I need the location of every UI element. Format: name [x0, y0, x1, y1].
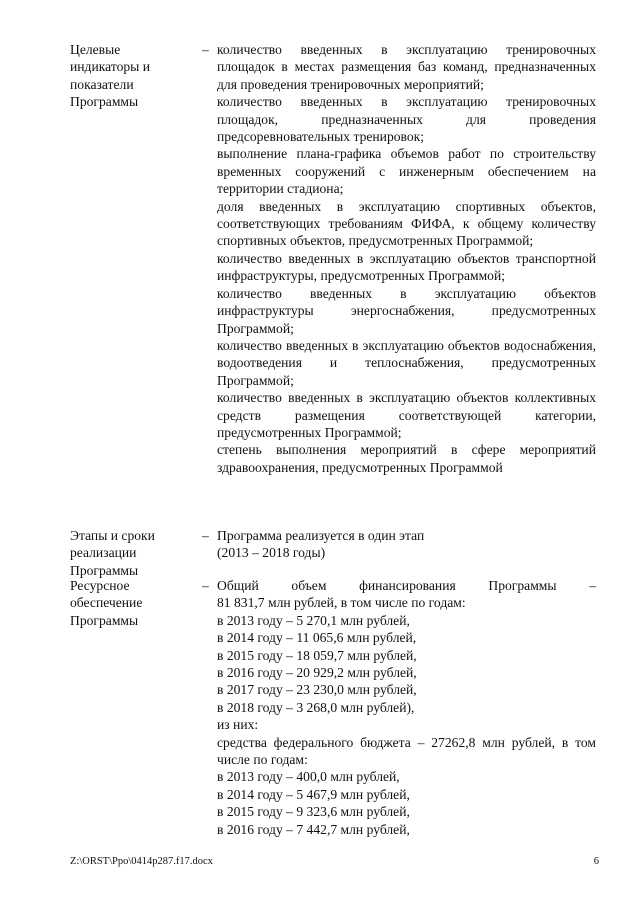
- indicator-item: количество введенных в эксплуатацию объектов коллективных средств размещения соответствующей категории, предусмотренных Программой;: [217, 390, 596, 440]
- year-amount: в 2018 году – 3 268,0 млн рублей),: [217, 699, 415, 715]
- stages-content: [217, 527, 596, 562]
- indicators-list: [217, 41, 596, 476]
- indicator-item: выполнение плана-графика объемов работ по строительству временных сооружений с инженерным обеспечением на территории стадиона;: [217, 146, 596, 197]
- federal-year-amount: в 2015 году – 9 323,6 млн рублей,: [217, 804, 410, 820]
- federal-year-amount: в 2014 году – 5 467,9 млн рублей,: [217, 786, 410, 802]
- indicator-item: количество введенных в эксплуатацию объектов транспортной инфраструктуры, предусмотренных Программой;: [217, 250, 596, 284]
- year-amount: в 2013 году – 5 270,1 млн рублей,: [217, 612, 410, 628]
- indicator-item: степень выполнения мероприятий в сфере мероприятий здравоохранения, предусмотренных Программой: [217, 442, 596, 475]
- indicator-item: количество введенных в эксплуатацию тренировочных площадок в местах размещения баз команд, предназначенных для проведения тренировочных мероприятий;: [217, 42, 596, 92]
- indicator-item: количество введенных в эксплуатацию объектов инфраструктуры энергоснабжения, предусмотренных Программой;: [217, 285, 596, 336]
- stages-line: (2013 – 2018 годы): [217, 545, 326, 561]
- year-amount: в 2015 году – 18 059,7 млн рублей,: [217, 647, 417, 663]
- year-amount: в 2014 году – 11 065,6 млн рублей,: [217, 630, 417, 646]
- of-them-label: из них:: [217, 717, 259, 733]
- year-amount: в 2016 году – 20 929,2 млн рублей,: [217, 665, 417, 681]
- total-financing-intro: Общий объем финансирования Программы –: [217, 578, 596, 593]
- total-financing-amount: 81 831,7 млн рублей, в том числе по годам:: [217, 595, 466, 611]
- indicators-dash: –: [202, 42, 209, 57]
- stages-label: Этапы и сроки реализации Программы: [70, 528, 155, 578]
- resources-label: Ресурсное обеспечение Программы: [70, 578, 143, 628]
- indicators-label: Целевые индикаторы и показатели Программы: [70, 42, 150, 110]
- footer-file-path: Z:\ORST\Ppo\0414p287.f17.docx: [70, 856, 213, 867]
- indicator-item: количество введенных в эксплуатацию тренировочных площадок, предназначенных для проведения предсоревновательных тренировок;: [217, 94, 596, 145]
- resources-content: [217, 577, 596, 838]
- stages-line: Программа реализуется в один этап: [217, 528, 425, 543]
- stages-dash: –: [202, 528, 209, 543]
- federal-budget-text: средства федерального бюджета – 27262,8 млн рублей, в том числе по годам:: [217, 734, 596, 768]
- indicator-item: количество введенных в эксплуатацию объектов водоснабжения, водоотведения и теплоснабжения, предусмотренных Программой;: [217, 337, 596, 388]
- federal-year-amount: в 2013 году – 400,0 млн рублей,: [217, 769, 400, 785]
- year-amount: в 2017 году – 23 230,0 млн рублей,: [217, 682, 417, 698]
- resources-dash: –: [202, 578, 209, 593]
- page-number: 6: [593, 856, 599, 867]
- indicator-item: доля введенных в эксплуатацию спортивных объектов, соответствующих требованиям ФИФА, к общему количеству спортивных объектов, предусмотренных Программой;: [217, 198, 596, 249]
- federal-year-amount: в 2016 году – 7 442,7 млн рублей,: [217, 821, 410, 837]
